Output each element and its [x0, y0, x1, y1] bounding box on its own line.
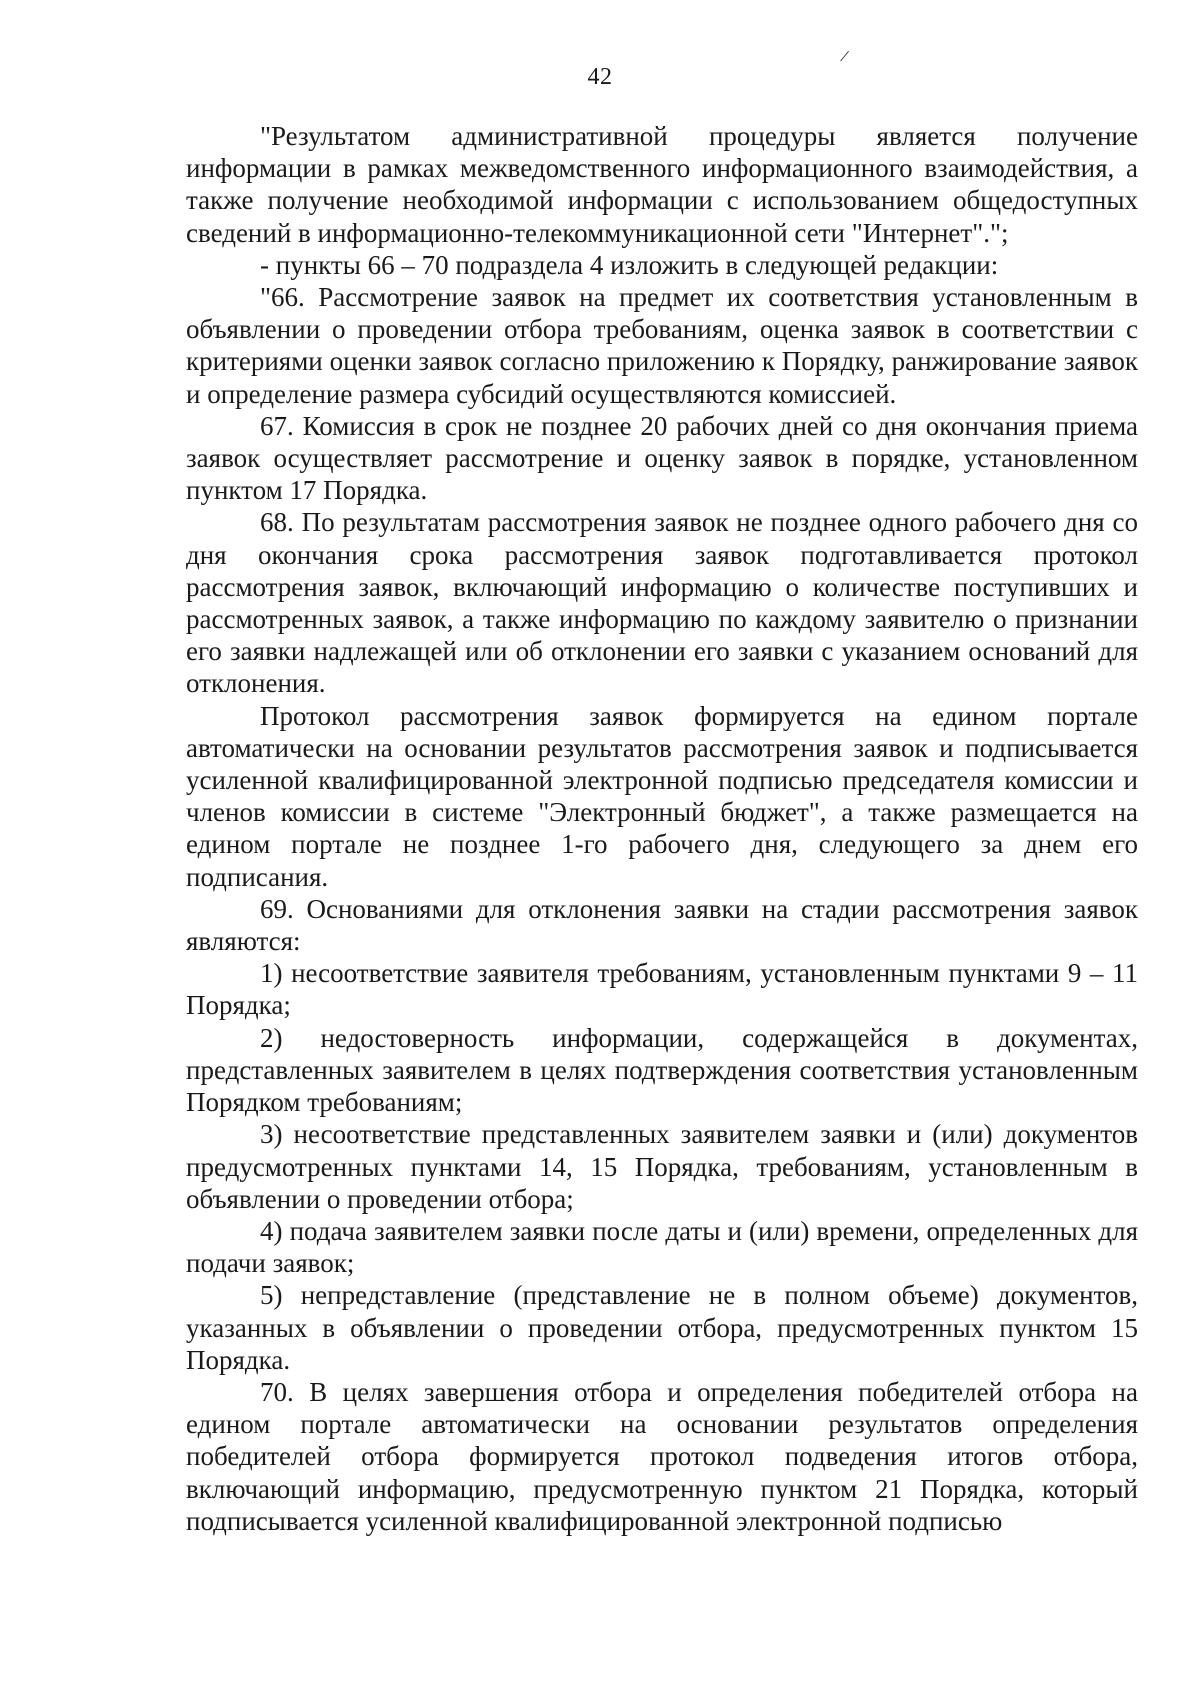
paragraph-70: 70. В целях завершения отбора и определения победителей отбора на едином портале автоматически на основании результатов определения победителей отбора формируется протокол подведения итогов отбора, включающий информацию, предусмотренную пунктом 21 Порядка, который подписывается усиленной квалифицированной электронной подписью: [186, 1376, 1138, 1536]
paragraph-protocol: Протокол рассмотрения заявок формируется на едином портале автоматически на основании результатов рассмотрения заявок и подписывается усиленной квалифицированной электронной подписью председателя комиссии и членов комиссии в системе "Электронный бюджет", а также размещается на едином портале не позднее 1-го рабочего дня, следующего за днем его подписания.: [186, 700, 1138, 892]
paragraph-67: 67. Комиссия в срок не позднее 20 рабочих дней со дня окончания приема заявок осуществляет рассмотрение и оценку заявок в порядке, установленном пунктом 17 Порядка.: [186, 410, 1138, 506]
page-number: 42: [587, 64, 613, 90]
document-body: [186, 120, 1138, 1537]
list-item-5: 5) непредставление (представление не в полном объеме) документов, указанных в объявлении о проведении отбора, предусмотренных пунктом 15 Порядка.: [186, 1280, 1138, 1375]
paragraph-69: 69. Основаниями для отклонения заявки на стадии рассмотрения заявок являются:: [186, 893, 1138, 957]
pen-mark: /: [838, 45, 851, 67]
paragraph-result-info: "Результатом административной процедуры является получение информации в рамках межведомственного информационного взаимодействия, а также получение необходимой информации с использованием общедоступных сведений в информационно-телекоммуникационной сети "Интернет".";: [186, 121, 1138, 248]
list-item-2: 2) недостоверность информации, содержащейся в документах, представленных заявителем в целях подтверждения соответствия установленным Порядком требованиям;: [186, 1022, 1138, 1118]
paragraph-66: "66. Рассмотрение заявок на предмет их соответствия установленным в объявлении о проведении отбора требованиям, оценка заявок в соответствии с критериями оценки заявок согласно приложению к Порядку, ранжирование заявок и определение размера субсидий осуществляются комиссией.: [186, 282, 1138, 409]
list-item-1: 1) несоответствие заявителя требованиям, установленным пунктами 9 – 11 Порядка;: [186, 958, 1138, 1021]
paragraph-amendment-intro: - пункты 66 – 70 подраздела 4 изложить в следующей редакции:: [260, 249, 999, 280]
paragraph-68: 68. По результатам рассмотрения заявок не позднее одного рабочего дня со дня окончания срока рассмотрения заявок подготавливается протокол рассмотрения заявок, включающий информацию о количестве поступивших и рассмотренных заявок, а также информацию по каждому заявителю о признании его заявки надлежащей или об отклонении его заявки с указанием оснований для отклонения.: [186, 507, 1138, 699]
list-item-4: 4) подача заявителем заявки после даты и (или) времени, определенных для подачи заявок;: [186, 1215, 1138, 1279]
list-item-3: 3) несоответствие представленных заявителем заявки и (или) документов предусмотренных пунктами 14, 15 Порядка, требованиям, установленным в объявлении о проведении отбора;: [186, 1119, 1138, 1214]
